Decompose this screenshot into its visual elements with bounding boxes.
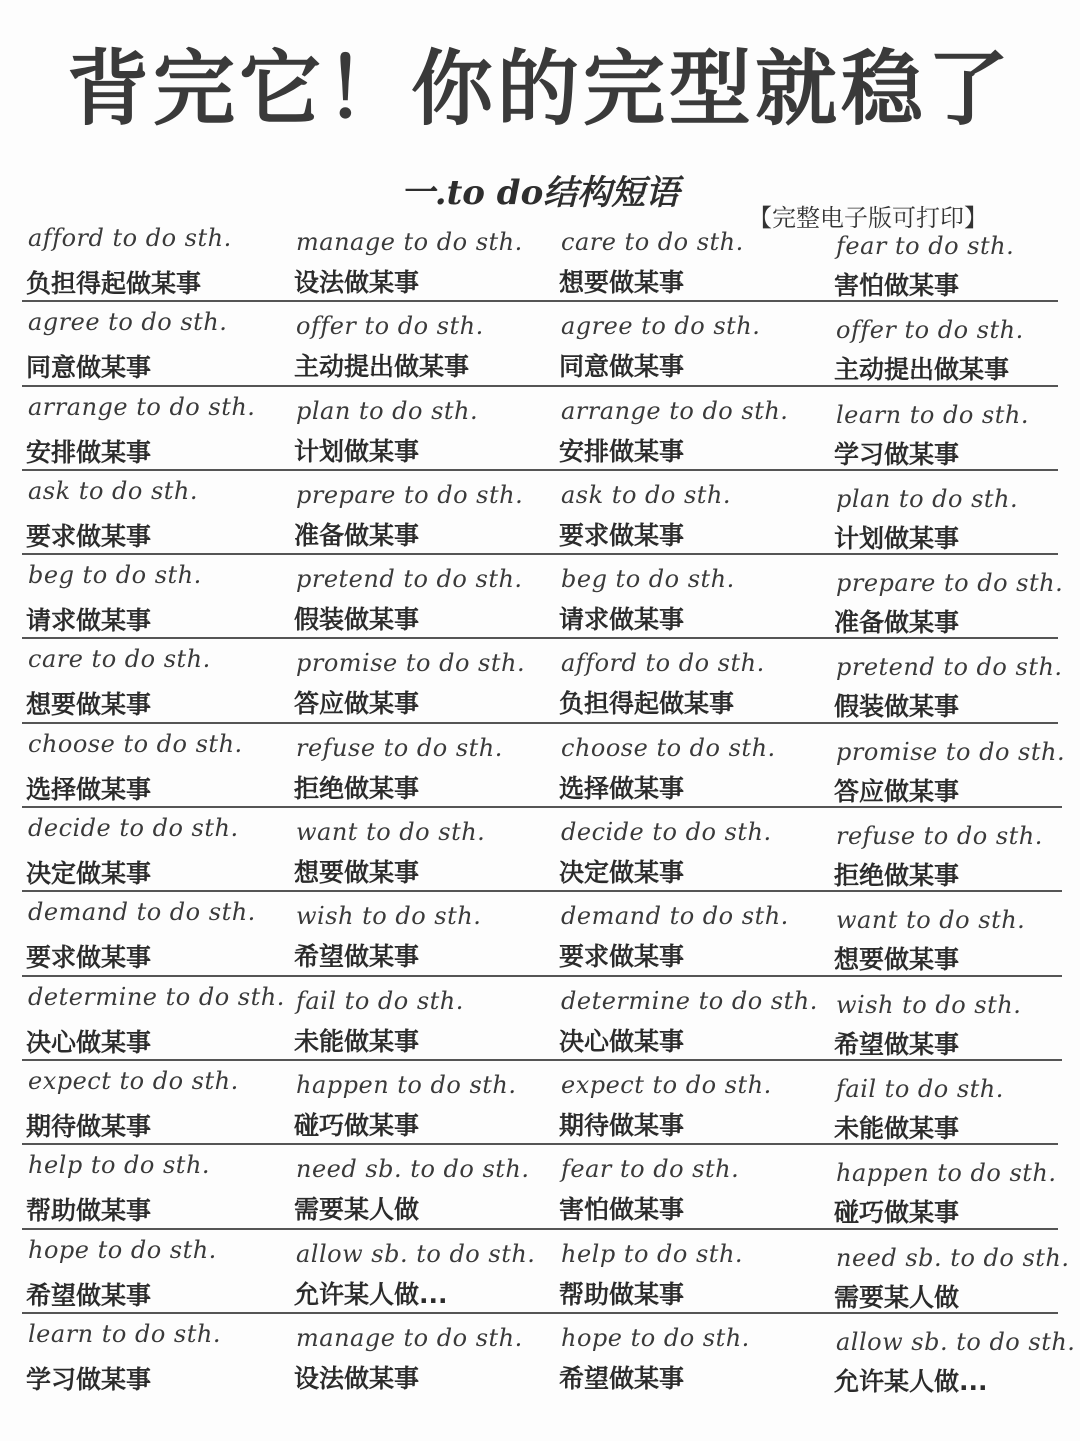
table-row [22, 471, 1062, 555]
phrase-chinese: 未能做某事 [834, 1113, 960, 1143]
phrase-chinese: 主动提出做某事 [834, 355, 1010, 385]
phrase-english: arrange to do sth. [28, 392, 256, 421]
phrase-english: offer to do sth. [836, 316, 1024, 345]
phrase-english: fail to do sth. [296, 986, 464, 1015]
phrase-chinese: 准备做某事 [294, 520, 420, 550]
section-heading: 一.to do结构短语 [400, 173, 680, 213]
phrase-english: manage to do sth. [296, 1323, 523, 1352]
phrase-chinese: 允许某人做... [834, 1366, 988, 1396]
phrase-english: refuse to do sth. [296, 733, 503, 762]
phrase-chinese: 拒绝做某事 [294, 773, 420, 803]
phrase-english: manage to do sth. [296, 228, 523, 256]
table-row [22, 218, 1062, 302]
phrase-english: happen to do sth. [296, 1070, 517, 1099]
phrase-english: fail to do sth. [836, 1074, 1004, 1103]
phrase-chinese: 设法做某事 [294, 1363, 420, 1393]
phrase-chinese: 选择做某事 [559, 773, 685, 803]
phrase-english: hope to do sth. [28, 1235, 217, 1264]
phrase-english: happen to do sth. [836, 1159, 1057, 1188]
page-title: 背完它！你的完型就稳了 [66, 42, 1013, 137]
phrase-english: learn to do sth. [836, 400, 1029, 429]
phrase-english: prepare to do sth. [836, 569, 1064, 598]
phrase-chinese: 期待做某事 [26, 1111, 152, 1141]
phrase-chinese: 希望做某事 [834, 1029, 960, 1059]
phrase-chinese: 允许某人做... [294, 1279, 448, 1309]
phrase-chinese: 请求做某事 [26, 606, 152, 636]
table-row [22, 639, 1062, 723]
phrase-chinese: 同意做某事 [559, 352, 685, 382]
phrase-english: wish to do sth. [836, 990, 1022, 1019]
phrase-chinese: 碰巧做某事 [294, 1110, 420, 1140]
phrase-chinese: 未能做某事 [294, 1026, 420, 1056]
phrase-english: expect to do sth. [561, 1070, 772, 1099]
phrase-english: determine to do sth. [28, 982, 285, 1011]
phrase-chinese: 学习做某事 [834, 439, 960, 469]
phrase-chinese: 假装做某事 [294, 605, 420, 635]
phrase-english: help to do sth. [561, 1239, 744, 1268]
table-row [22, 302, 1062, 386]
phrase-chinese: 想要做某事 [559, 268, 685, 297]
phrase-chinese: 决心做某事 [559, 1026, 685, 1056]
phrase-english: wish to do sth. [296, 902, 482, 931]
phrase-chinese: 需要某人做 [834, 1282, 960, 1312]
phrase-english: decide to do sth. [561, 818, 772, 847]
phrase-english: need sb. to do sth. [296, 1155, 530, 1184]
phrase-chinese: 计划做某事 [834, 523, 960, 553]
phrase-english: plan to do sth. [296, 396, 479, 425]
phrase-chinese: 决定做某事 [26, 859, 152, 889]
phrase-english: demand to do sth. [561, 902, 789, 931]
phrase-chinese: 答应做某事 [834, 776, 960, 806]
phrase-chinese: 害怕做某事 [834, 271, 960, 300]
phrase-english: expect to do sth. [28, 1066, 239, 1095]
phrase-chinese: 拒绝做某事 [834, 861, 960, 891]
phrase-chinese: 准备做某事 [834, 608, 960, 638]
table-row [22, 1314, 1076, 1398]
phrase-english: care to do sth. [561, 228, 744, 256]
phrase-english: need sb. to do sth. [836, 1243, 1070, 1272]
table-row [22, 555, 1062, 639]
phrase-english: promise to do sth. [296, 649, 526, 678]
phrase-chinese: 想要做某事 [294, 858, 420, 888]
phrase-english: ask to do sth. [561, 480, 732, 509]
phrase-english: allow sb. to do sth. [836, 1327, 1076, 1356]
print-note: 【完整电子版可打印】 [748, 204, 988, 232]
phrase-english: offer to do sth. [296, 312, 484, 341]
phrase-chinese: 害怕做某事 [559, 1195, 685, 1225]
phrase-chinese: 学习做某事 [26, 1364, 152, 1394]
phrase-english: refuse to do sth. [836, 822, 1043, 851]
phrase-chinese: 要求做某事 [26, 521, 152, 551]
phrase-chinese: 选择做某事 [26, 774, 152, 804]
phrase-chinese: 帮助做某事 [26, 1196, 152, 1226]
table-row [22, 1061, 1062, 1145]
phrase-chinese: 想要做某事 [834, 945, 960, 975]
phrase-english: hope to do sth. [561, 1323, 750, 1352]
phrase-chinese: 希望做某事 [294, 942, 420, 972]
table-row [22, 1230, 1070, 1314]
phrase-chinese: 碰巧做某事 [834, 1198, 960, 1228]
phrase-english: determine to do sth. [561, 986, 818, 1015]
phrase-chinese: 负担得起做某事 [559, 689, 735, 719]
phrase-english: beg to do sth. [28, 561, 202, 590]
phrase-chinese: 帮助做某事 [559, 1279, 685, 1309]
phrase-chinese: 安排做某事 [26, 437, 152, 467]
phrase-chinese: 决定做某事 [559, 858, 685, 888]
phrase-english: agree to do sth. [28, 308, 228, 337]
phrase-english: care to do sth. [28, 645, 211, 674]
phrase-english: pretend to do sth. [296, 565, 523, 594]
phrase-chinese: 希望做某事 [559, 1363, 685, 1393]
phrase-english: agree to do sth. [561, 312, 761, 341]
phrase-chinese: 希望做某事 [26, 1280, 152, 1310]
phrase-english: plan to do sth. [836, 484, 1019, 513]
phrase-english: decide to do sth. [28, 814, 239, 843]
phrase-english: ask to do sth. [28, 476, 199, 505]
phrase-chinese: 想要做某事 [26, 690, 152, 720]
phrase-english: choose to do sth. [28, 729, 243, 758]
phrase-english: want to do sth. [836, 906, 1026, 935]
phrase-chinese: 期待做某事 [559, 1110, 685, 1140]
phrase-chinese: 负担得起做某事 [26, 269, 202, 298]
phrase-chinese: 要求做某事 [559, 520, 685, 550]
table-row [22, 1145, 1062, 1229]
phrase-chinese: 要求做某事 [26, 943, 152, 973]
phrase-chinese: 同意做某事 [26, 353, 152, 383]
phrase-chinese: 计划做某事 [294, 436, 420, 466]
phrase-english: afford to do sth. [561, 649, 765, 678]
phrase-chinese: 请求做某事 [559, 605, 685, 635]
phrase-chinese: 设法做某事 [294, 268, 420, 297]
phrase-english: learn to do sth. [28, 1319, 221, 1348]
phrase-chinese: 需要某人做 [294, 1195, 420, 1225]
phrase-english: fear to do sth. [561, 1155, 740, 1184]
phrase-english: beg to do sth. [561, 565, 735, 594]
phrase-chinese: 答应做某事 [294, 689, 420, 719]
phrase-english: demand to do sth. [28, 898, 256, 927]
phrase-english: allow sb. to do sth. [296, 1239, 536, 1268]
phrase-chinese: 决心做某事 [26, 1027, 152, 1057]
phrase-english: arrange to do sth. [561, 396, 789, 425]
table-row [22, 724, 1066, 808]
phrase-english: choose to do sth. [561, 733, 776, 762]
phrase-english: want to do sth. [296, 818, 486, 847]
phrase-chinese: 主动提出做某事 [294, 352, 470, 382]
phrase-english: afford to do sth. [28, 224, 232, 252]
phrase-english: help to do sth. [28, 1151, 211, 1180]
table-row [22, 808, 1062, 892]
table-row [22, 977, 1062, 1061]
phrase-chinese: 要求做某事 [559, 942, 685, 972]
phrase-english: pretend to do sth. [836, 653, 1063, 682]
phrase-chinese: 安排做某事 [559, 436, 685, 466]
table-row [22, 387, 1062, 471]
phrase-chinese: 假装做某事 [834, 692, 960, 722]
phrase-english: fear to do sth. [836, 232, 1015, 260]
phrase-english: promise to do sth. [836, 737, 1066, 766]
phrase-table [22, 218, 1076, 1398]
table-row [22, 892, 1062, 976]
phrase-english: prepare to do sth. [296, 480, 524, 509]
